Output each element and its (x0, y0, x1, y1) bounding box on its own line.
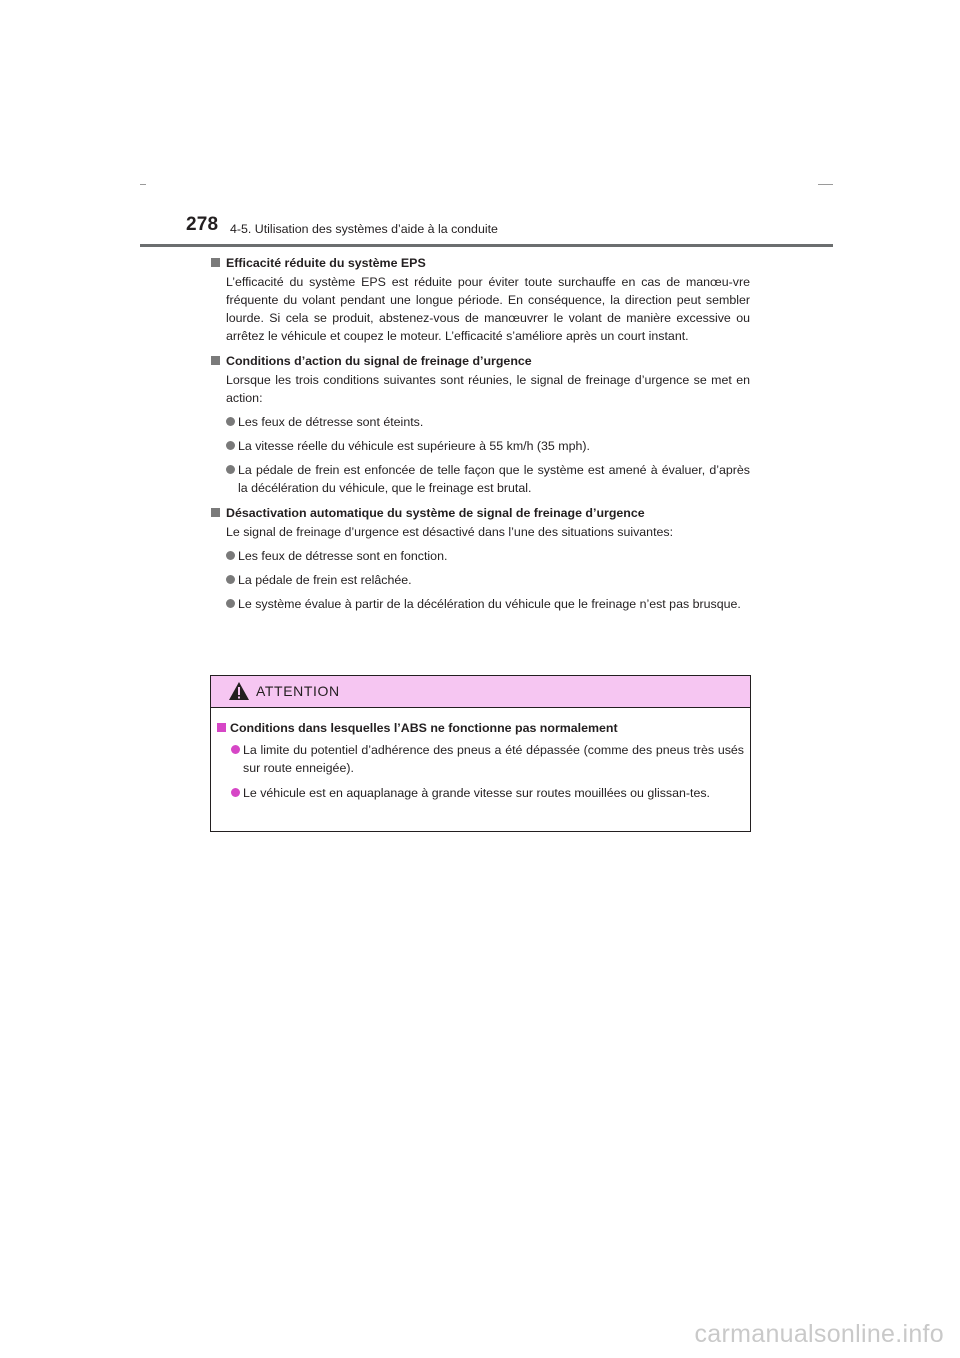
round-bullet-icon (231, 745, 240, 754)
section-heading (210, 503, 750, 523)
list-item (210, 571, 750, 589)
list-item (210, 547, 750, 565)
section-heading (210, 253, 750, 273)
section-emergency-brake-signal (210, 351, 750, 497)
section-paragraph: Lorsque les trois conditions suivantes sont réunies, le signal de freinage d’urgence se met en action: (226, 373, 750, 405)
main-content (210, 250, 750, 619)
section-heading-text: Désactivation automatique du système de signal de freinage d’urgence (226, 506, 645, 520)
round-bullet-icon (231, 788, 240, 797)
list-item (217, 784, 744, 802)
section-heading-text: Efficacité réduite du système EPS (226, 256, 426, 270)
warning-header (211, 676, 750, 708)
square-bullet-icon (217, 723, 226, 732)
round-bullet-icon (226, 551, 235, 560)
crop-mark-right (818, 184, 833, 185)
round-bullet-icon (226, 599, 235, 608)
round-bullet-icon (226, 575, 235, 584)
warning-title: ATTENTION (256, 683, 340, 699)
section-paragraph: L’efficacité du système EPS est réduite pour éviter toute surchauffe en cas de manœu-vre fréquente du volant pendant une longue période. En conséquence, la direction peut sembler lourde. Si cela se produit, abstenez-vous de manœuvrer le volant de manière excessive ou arrêtez le véhicule et coupez le moteur. L’efficacité s’améliore après un court instant. (226, 275, 750, 343)
section-auto-deactivation (210, 503, 750, 613)
list-item-text: Les feux de détresse sont éteints. (238, 415, 424, 429)
warning-triangle-icon (228, 681, 250, 706)
list-item-text: Le système évalue à partir de la décélération du véhicule que le freinage n’est pas brusque. (238, 597, 741, 611)
list-item-text: La vitesse réelle du véhicule est supérieure à 55 km/h (35 mph). (238, 439, 590, 453)
square-bullet-icon (211, 258, 220, 267)
section-heading-text: Conditions d’action du signal de freinage d’urgence (226, 354, 532, 368)
section-paragraph: Le signal de freinage d’urgence est désactivé dans l’une des situations suivantes: (226, 525, 674, 539)
warning-heading (217, 718, 744, 738)
header-rule (140, 244, 833, 247)
crop-mark-left (140, 184, 146, 185)
round-bullet-icon (226, 417, 235, 426)
warning-body (211, 708, 750, 802)
list-item-text: La pédale de frein est enfoncée de telle façon que le système est amené à évaluer, d’après la décélération du véhicule, que le freinage est brutal. (238, 463, 750, 495)
list-item (210, 595, 750, 613)
list-item (210, 413, 750, 431)
square-bullet-icon (211, 508, 220, 517)
running-head: 4-5. Utilisation des systèmes d’aide à la conduite (230, 222, 498, 236)
page-number: 278 (186, 214, 219, 235)
round-bullet-icon (226, 465, 235, 474)
round-bullet-icon (226, 441, 235, 450)
section-eps (210, 253, 750, 345)
list-item (210, 437, 750, 455)
warning-box (210, 675, 751, 832)
watermark: carmanualsonline.info (694, 1320, 944, 1348)
list-item (210, 461, 750, 497)
list-item-text: Les feux de détresse sont en fonction. (238, 549, 448, 563)
warning-heading-text: Conditions dans lesquelles l’ABS ne fonctionne pas normalement (230, 721, 618, 735)
list-item-text: Le véhicule est en aquaplanage à grande vitesse sur routes mouillées ou glissan-tes. (243, 786, 711, 800)
list-item (217, 741, 744, 777)
square-bullet-icon (211, 356, 220, 365)
list-item-text: La pédale de frein est relâchée. (238, 573, 412, 587)
list-item-text: La limite du potentiel d’adhérence des pneus a été dépassée (comme des pneus très usés sur route enneigée). (243, 743, 744, 775)
section-heading (210, 351, 750, 371)
